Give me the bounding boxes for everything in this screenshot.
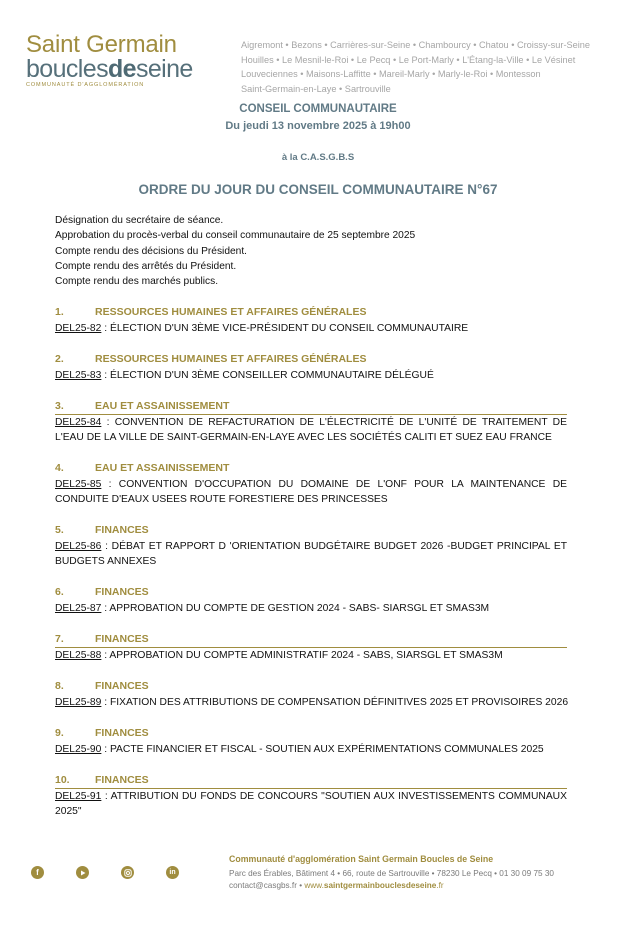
logo-tagline: COMMUNAUTÉ D'AGGLOMÉRATION <box>26 82 145 88</box>
agenda-description <box>55 742 567 757</box>
agenda-description <box>55 789 567 819</box>
footer-website[interactable] <box>304 881 443 890</box>
agenda-category <box>55 306 567 321</box>
website-brand: saintgermainbouclesdeseine <box>323 881 437 890</box>
agenda-text: : ATTRIBUTION DU FONDS DE CONCOURS "SOUTIEN AUX INVESTISSEMENTS COMMUNAUX 2025" <box>55 791 567 817</box>
deliberation-code: DEL25-85 <box>55 479 102 490</box>
agenda-item-4 <box>55 462 567 524</box>
agenda-item-5 <box>55 524 567 586</box>
agenda-item-8 <box>55 680 567 727</box>
instagram-icon[interactable] <box>121 866 134 879</box>
agenda-category <box>55 400 567 415</box>
agenda-category-label: FINANCES <box>95 680 149 692</box>
agenda-category-label: FINANCES <box>95 774 149 786</box>
intro-line: Compte rendu des arrêtés du Président. <box>55 260 237 272</box>
agenda-category <box>55 586 567 601</box>
agenda-description <box>55 368 567 383</box>
logo-line1: Saint Germain <box>26 31 177 58</box>
facebook-icon[interactable]: f <box>31 866 44 879</box>
logo-line2 <box>26 57 206 81</box>
agenda-number: 10. <box>55 774 70 786</box>
agenda-number: 6. <box>55 586 64 598</box>
agenda-category <box>55 462 567 477</box>
agenda-description <box>55 539 567 569</box>
agenda-title: ORDRE DU JOUR DU CONSEIL COMMUNAUTAIRE N°67 <box>138 182 498 197</box>
deliberation-code: DEL25-86 <box>55 541 102 552</box>
agenda-category-label: FINANCES <box>95 586 149 598</box>
website-suffix: .fr <box>436 881 444 890</box>
towns-line: Saint-Germain-en-Laye • Sartrouville <box>241 83 391 94</box>
agenda-item-7 <box>55 633 567 680</box>
deliberation-code: DEL25-83 <box>55 370 102 381</box>
deliberation-code: DEL25-82 <box>55 323 102 334</box>
agenda-text: : CONVENTION DE REFACTURATION DE L'ÉLECTRICITÉ DE L'UNITÉ DE TRAITEMENT DE L'EAU DE LA VILLE DE SAINT-GERMAIN-EN-LAYE AVEC LES SOCIÉTÉS CALITI ET SUEZ EAU FRANCE <box>55 417 567 443</box>
agenda-number: 8. <box>55 680 64 692</box>
intro-list <box>55 213 575 289</box>
agenda-text: : APPROBATION DU COMPTE DE GESTION 2024 - SABS- SIARSGL ET SMAS3M <box>101 603 490 614</box>
agenda-category-label: FINANCES <box>95 727 149 739</box>
agenda-number: 9. <box>55 727 64 739</box>
member-towns <box>241 38 593 96</box>
agenda-number: 1. <box>55 306 64 318</box>
footer-org: Communauté d'agglomération Saint Germain Boucles de Seine <box>229 854 494 864</box>
meeting-date: Du jeudi 13 novembre 2025 à 19h00 <box>225 120 411 132</box>
agenda-item-6 <box>55 586 567 633</box>
agenda-list <box>55 306 567 836</box>
agenda-text: : ÉLECTION D'UN 3ÈME CONSEILLER COMMUNAUTAIRE DÉLÉGUÉ <box>101 370 434 381</box>
agenda-description <box>55 477 567 507</box>
logo-part-a: boucles <box>26 55 108 83</box>
agenda-number: 2. <box>55 353 64 365</box>
towns-line: Houilles • Le Mesnil-le-Roi • Le Pecq • Le Port-Marly • L'Étang-la-Ville • Le Vésinet <box>241 54 576 65</box>
agenda-number: 3. <box>55 400 64 412</box>
deliberation-code: DEL25-90 <box>55 744 102 755</box>
agenda-category-label: FINANCES <box>95 524 149 536</box>
agenda-item-9 <box>55 727 567 774</box>
agenda-number: 4. <box>55 462 64 474</box>
intro-line: Approbation du procès-verbal du conseil communautaire de 25 septembre 2025 <box>55 230 416 242</box>
agenda-category <box>55 353 567 368</box>
logo-part-c: seine <box>135 55 193 83</box>
youtube-icon[interactable] <box>76 866 89 879</box>
agenda-description <box>55 415 567 445</box>
agenda-item-10 <box>55 774 567 836</box>
agenda-text: : DÉBAT ET RAPPORT D 'ORIENTATION BUDGÉTAIRE BUDGET 2026 -BUDGET PRINCIPAL ET BUDGETS ANNEXES <box>55 541 567 567</box>
intro-line: Compte rendu des décisions du Président. <box>55 245 247 257</box>
agenda-text: : FIXATION DES ATTRIBUTIONS DE COMPENSATION DÉFINITIVES 2025 ET PROVISOIRES 2026 <box>101 697 569 708</box>
agenda-description <box>55 321 567 336</box>
footer-email[interactable]: contact@casgbs.fr <box>229 881 297 890</box>
agenda-category-label: EAU ET ASSAINISSEMENT <box>95 400 230 412</box>
meeting-title: CONSEIL COMMUNAUTAIRE <box>239 103 397 115</box>
agenda-category <box>55 774 567 789</box>
agenda-category-label: RESSOURCES HUMAINES ET AFFAIRES GÉNÉRALES <box>95 353 367 365</box>
deliberation-code: DEL25-91 <box>55 791 102 802</box>
intro-line: Désignation du secrétaire de séance. <box>55 215 224 226</box>
footer-contact <box>229 853 554 892</box>
agenda-description <box>55 601 567 616</box>
social-links <box>31 866 211 879</box>
logo <box>26 33 206 89</box>
agenda-category <box>55 633 567 648</box>
agenda-item-1 <box>55 306 567 353</box>
agenda-description <box>55 695 567 710</box>
agenda-text: : APPROBATION DU COMPTE ADMINISTRATIF 2024 - SABS, SIARSGL ET SMAS3M <box>101 650 503 661</box>
agenda-category-label: FINANCES <box>95 633 149 645</box>
footer-contact-line <box>229 880 554 892</box>
agenda-text: : CONVENTION D'OCCUPATION DU DOMAINE DE L'ONF POUR LA MAINTENANCE DE CONDUITE D'EAUX USEES ROUTE FORESTIERE DES PRINCESSES <box>55 479 567 505</box>
agenda-number: 7. <box>55 633 64 645</box>
linkedin-icon[interactable]: in <box>166 866 179 879</box>
agenda-text: : ÉLECTION D'UN 3ÈME VICE-PRÉSIDENT DU CONSEIL COMMUNAUTAIRE <box>101 323 469 334</box>
agenda-category <box>55 524 567 539</box>
deliberation-code: DEL25-88 <box>55 650 102 661</box>
towns-line: Louveciennes • Maisons-Laffitte • Mareil-Marly • Marly-le-Roi • Montesson <box>241 69 541 79</box>
agenda-category <box>55 680 567 695</box>
agenda-category <box>55 727 567 742</box>
agenda-item-2 <box>55 353 567 400</box>
logo-part-b: de <box>107 55 136 83</box>
agenda-category-label: EAU ET ASSAINISSEMENT <box>95 462 230 474</box>
agenda-description <box>55 648 567 663</box>
agenda-number: 5. <box>55 524 64 536</box>
meeting-location: à la C.A.S.G.B.S <box>281 152 355 163</box>
deliberation-code: DEL25-87 <box>55 603 102 614</box>
agenda-item-3 <box>55 400 567 462</box>
footer-address: Parc des Érables, Bâtiment 4 • 66, route de Sartrouville • 78230 Le Pecq • 01 30 09 75 30 <box>229 869 554 878</box>
towns-line: Aigremont • Bezons • Carrières-sur-Seine • Chambourcy • Chatou • Croissy-sur-Seine <box>241 40 590 50</box>
footer-separator: • <box>296 881 305 890</box>
deliberation-code: DEL25-89 <box>55 697 102 708</box>
deliberation-code: DEL25-84 <box>55 417 102 428</box>
agenda-text: : PACTE FINANCIER ET FISCAL - SOUTIEN AUX EXPÉRIMENTATIONS COMMUNALES 2025 <box>101 744 544 755</box>
website-prefix: www. <box>304 881 324 890</box>
agenda-category-label: RESSOURCES HUMAINES ET AFFAIRES GÉNÉRALES <box>95 306 367 318</box>
intro-line: Compte rendu des marchés publics. <box>55 276 219 288</box>
